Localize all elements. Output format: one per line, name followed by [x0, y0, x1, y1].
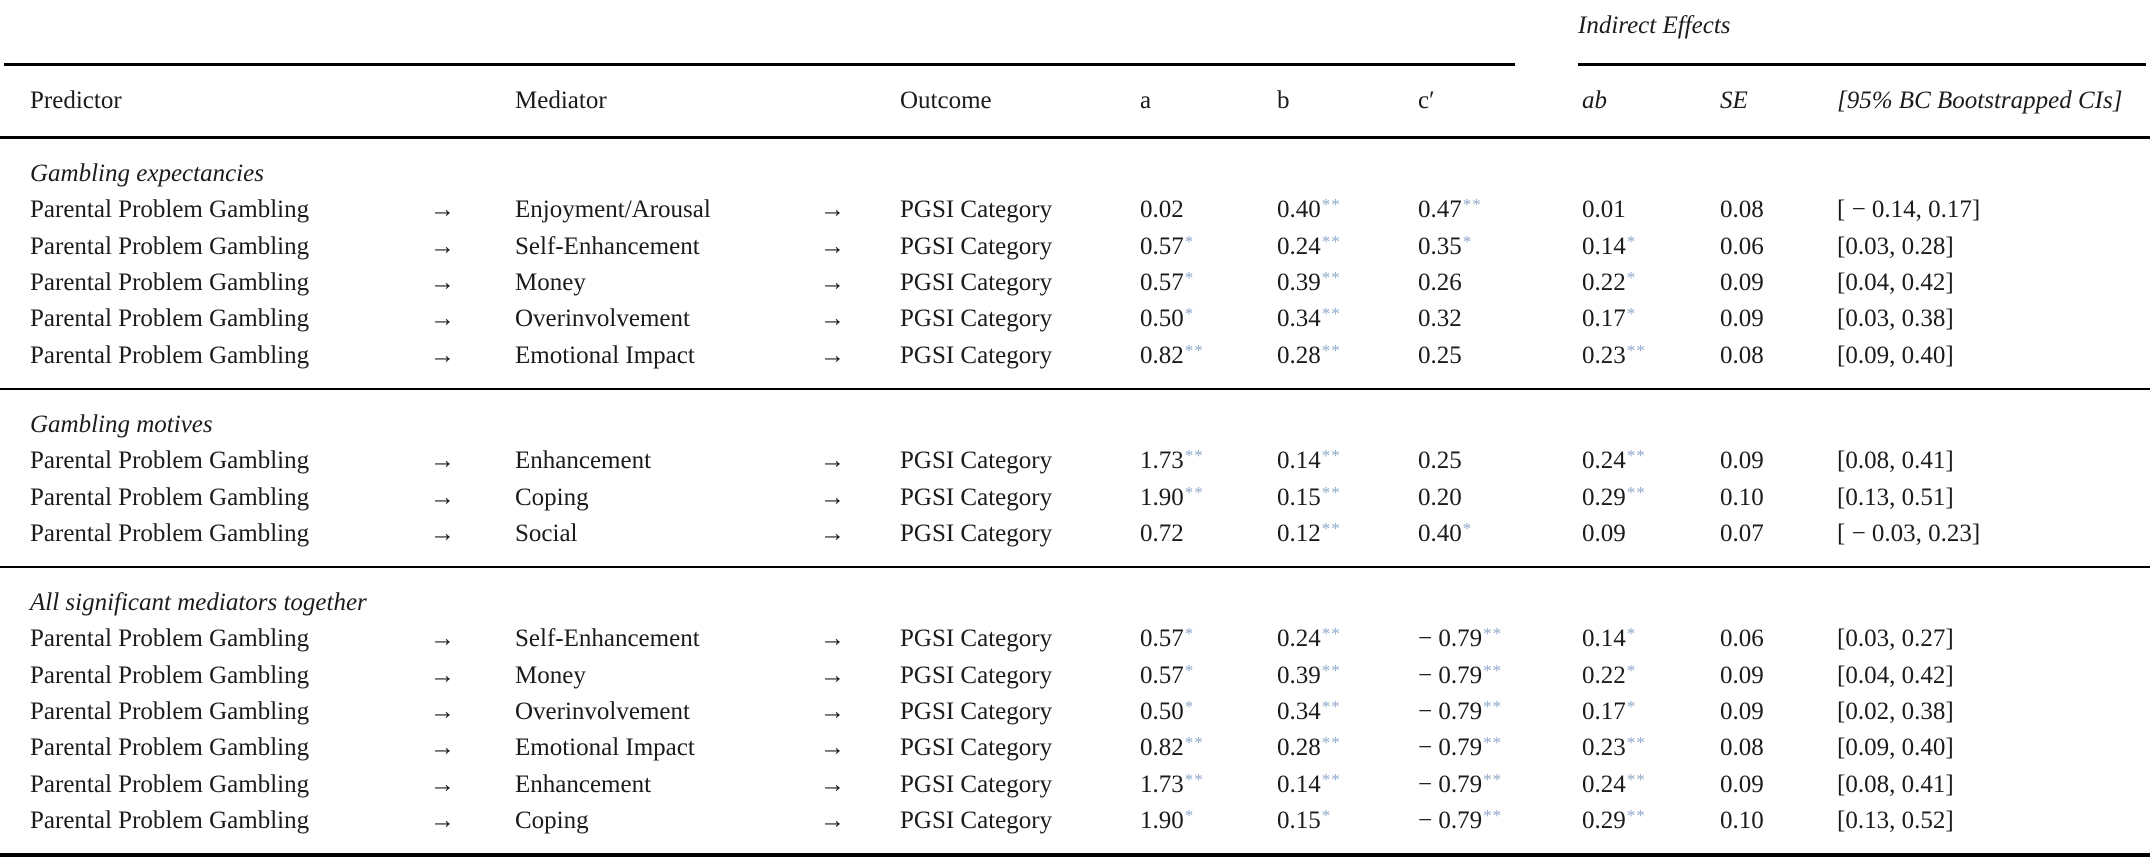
ab-value: 0.14	[1582, 625, 1626, 653]
significance-stars: *	[1184, 697, 1195, 717]
col-header-mediator: Mediator	[515, 87, 607, 114]
c-prime-value: 0.26	[1418, 268, 1462, 296]
col-header-c-prime: c′	[1418, 87, 1435, 114]
significance-stars: **	[1184, 769, 1204, 789]
table-row	[0, 621, 2150, 657]
right-arrow-icon: →	[820, 519, 845, 547]
table-section	[0, 568, 2150, 853]
col-header-ab: ab	[1582, 87, 1607, 114]
right-arrow-icon: →	[820, 232, 845, 260]
ab-indirect-cell	[1582, 484, 1720, 512]
significance-stars: *	[1184, 267, 1195, 287]
a-value: 0.57	[1140, 268, 1184, 296]
ab-indirect-cell	[1582, 625, 1720, 653]
bottom-rule	[0, 853, 2150, 857]
section-title: All significant mediators together	[30, 589, 367, 617]
right-arrow-icon: →	[820, 734, 845, 762]
c-prime-value: − 0.79	[1418, 807, 1483, 835]
b-value: 0.12	[1277, 519, 1321, 547]
b-value: 0.14	[1277, 447, 1321, 475]
right-arrow-icon: →	[820, 625, 845, 653]
outcome-cell: PGSI Category	[900, 341, 1053, 369]
mediator-cell: Emotional Impact	[515, 341, 695, 369]
significance-stars: *	[1184, 231, 1195, 251]
b-value: 0.40	[1277, 196, 1321, 224]
right-arrow-icon: →	[820, 483, 845, 511]
significance-stars: **	[1483, 697, 1503, 717]
table-row	[0, 443, 2150, 479]
confidence-interval-cell: [0.03, 0.38]	[1837, 305, 1954, 333]
c-prime-value: 0.25	[1418, 341, 1462, 369]
right-arrow-icon: →	[820, 807, 845, 835]
significance-stars: **	[1321, 482, 1341, 502]
predictor-cell: Parental Problem Gambling	[30, 305, 310, 333]
significance-stars: *	[1184, 806, 1195, 826]
section-title: Gambling motives	[30, 410, 213, 438]
significance-stars: **	[1184, 446, 1204, 466]
predictor-cell: Parental Problem Gambling	[30, 807, 310, 835]
right-arrow-icon: →	[430, 770, 455, 798]
right-arrow-icon: →	[820, 341, 845, 369]
ab-value: 0.24	[1582, 770, 1626, 798]
significance-stars: **	[1321, 518, 1341, 538]
c-prime-value: 0.47	[1418, 196, 1462, 224]
b-path-cell	[1277, 734, 1418, 762]
table-row	[0, 516, 2150, 552]
significance-stars: **	[1483, 769, 1503, 789]
predictor-cell: Parental Problem Gambling	[30, 661, 310, 689]
b-value: 0.28	[1277, 341, 1321, 369]
ab-value: 0.29	[1582, 483, 1626, 511]
col-header-outcome: Outcome	[900, 87, 992, 114]
outcome-cell: PGSI Category	[900, 770, 1053, 798]
table-row	[0, 730, 2150, 766]
c-prime-value: − 0.79	[1418, 625, 1483, 653]
significance-stars: **	[1626, 446, 1646, 466]
mediator-cell: Coping	[515, 483, 589, 511]
section-rows	[0, 443, 2150, 552]
predictor-cell: Parental Problem Gambling	[30, 698, 310, 726]
a-value: 1.90	[1140, 483, 1184, 511]
a-value: 0.57	[1140, 232, 1184, 260]
predictor-cell: Parental Problem Gambling	[30, 232, 310, 260]
right-arrow-icon: →	[430, 519, 455, 547]
ab-value: 0.23	[1582, 734, 1626, 762]
ab-indirect-cell	[1582, 196, 1720, 224]
c-prime-value: 0.20	[1418, 483, 1462, 511]
table-row	[0, 479, 2150, 515]
b-value: 0.28	[1277, 734, 1321, 762]
significance-stars: **	[1321, 733, 1341, 753]
significance-stars: *	[1626, 267, 1637, 287]
significance-stars: **	[1483, 733, 1503, 753]
predictor-cell: Parental Problem Gambling	[30, 268, 310, 296]
b-path-cell	[1277, 269, 1418, 297]
section-rows	[0, 192, 2150, 374]
b-value: 0.15	[1277, 807, 1321, 835]
b-path-cell	[1277, 196, 1418, 224]
significance-stars: *	[1626, 231, 1637, 251]
significance-stars: *	[1626, 304, 1637, 324]
confidence-interval-cell: [0.08, 0.41]	[1837, 447, 1954, 475]
se-cell: 0.08	[1720, 196, 1764, 224]
b-path-cell	[1277, 233, 1418, 261]
a-path-cell	[1140, 771, 1277, 799]
se-cell: 0.09	[1720, 447, 1764, 475]
ab-indirect-cell	[1582, 342, 1720, 370]
significance-stars: *	[1184, 660, 1195, 680]
right-arrow-icon: →	[820, 305, 845, 333]
c-prime-path-cell	[1418, 698, 1582, 726]
c-prime-path-cell	[1418, 520, 1582, 548]
significance-stars: **	[1321, 267, 1341, 287]
c-prime-value: 0.35	[1418, 232, 1462, 260]
b-path-cell	[1277, 625, 1418, 653]
se-cell: 0.09	[1720, 661, 1764, 689]
ab-value: 0.23	[1582, 341, 1626, 369]
significance-stars: *	[1626, 697, 1637, 717]
se-cell: 0.09	[1720, 770, 1764, 798]
c-prime-path-cell	[1418, 342, 1582, 370]
a-path-cell	[1140, 305, 1277, 333]
significance-stars: **	[1321, 624, 1341, 644]
ab-value: 0.29	[1582, 807, 1626, 835]
c-prime-value: 0.25	[1418, 447, 1462, 475]
a-path-cell	[1140, 734, 1277, 762]
a-value: 0.72	[1140, 519, 1184, 547]
significance-stars: **	[1321, 231, 1341, 251]
se-cell: 0.08	[1720, 341, 1764, 369]
b-path-cell	[1277, 698, 1418, 726]
ab-value: 0.22	[1582, 268, 1626, 296]
a-path-cell	[1140, 484, 1277, 512]
confidence-interval-cell: [0.13, 0.52]	[1837, 807, 1954, 835]
c-prime-value: 0.32	[1418, 305, 1462, 333]
right-arrow-icon: →	[430, 232, 455, 260]
se-cell: 0.09	[1720, 305, 1764, 333]
mediator-cell: Social	[515, 519, 578, 547]
right-arrow-icon: →	[430, 305, 455, 333]
right-arrow-icon: →	[430, 661, 455, 689]
confidence-interval-cell: [0.02, 0.38]	[1837, 698, 1954, 726]
confidence-interval-cell: [0.09, 0.40]	[1837, 734, 1954, 762]
right-arrow-icon: →	[820, 698, 845, 726]
significance-stars: **	[1483, 806, 1503, 826]
right-arrow-icon: →	[430, 734, 455, 762]
ab-indirect-cell	[1582, 269, 1720, 297]
c-prime-path-cell	[1418, 305, 1582, 333]
mediator-cell: Overinvolvement	[515, 305, 690, 333]
outcome-cell: PGSI Category	[900, 519, 1053, 547]
significance-stars: *	[1626, 624, 1637, 644]
c-prime-path-cell	[1418, 771, 1582, 799]
predictor-cell: Parental Problem Gambling	[30, 196, 310, 224]
b-value: 0.14	[1277, 770, 1321, 798]
ab-value: 0.01	[1582, 196, 1626, 224]
ab-indirect-cell	[1582, 807, 1720, 835]
right-arrow-icon: →	[430, 196, 455, 224]
c-prime-path-cell	[1418, 807, 1582, 835]
c-prime-path-cell	[1418, 233, 1582, 261]
table-row	[0, 658, 2150, 694]
right-arrow-icon: →	[430, 268, 455, 296]
significance-stars: *	[1184, 624, 1195, 644]
mediator-cell: Emotional Impact	[515, 734, 695, 762]
ab-indirect-cell	[1582, 662, 1720, 690]
b-path-cell	[1277, 484, 1418, 512]
se-cell: 0.09	[1720, 698, 1764, 726]
ab-indirect-cell	[1582, 233, 1720, 261]
c-prime-path-cell	[1418, 625, 1582, 653]
a-path-cell	[1140, 447, 1277, 475]
se-cell: 0.10	[1720, 483, 1764, 511]
mediator-cell: Coping	[515, 807, 589, 835]
right-arrow-icon: →	[430, 625, 455, 653]
se-cell: 0.07	[1720, 519, 1764, 547]
significance-stars: **	[1321, 660, 1341, 680]
significance-stars: **	[1462, 195, 1482, 215]
b-value: 0.39	[1277, 268, 1321, 296]
predictor-cell: Parental Problem Gambling	[30, 625, 310, 653]
c-prime-value: − 0.79	[1418, 698, 1483, 726]
right-arrow-icon: →	[430, 341, 455, 369]
a-value: 0.50	[1140, 698, 1184, 726]
mediator-cell: Money	[515, 661, 586, 689]
ab-value: 0.24	[1582, 447, 1626, 475]
significance-stars: *	[1321, 806, 1332, 826]
col-header-ci: [95% BC Bootstrapped CIs]	[1837, 87, 2123, 114]
col-header-se: SE	[1720, 87, 1748, 114]
ab-indirect-cell	[1582, 305, 1720, 333]
ab-value: 0.09	[1582, 519, 1626, 547]
confidence-interval-cell: [0.13, 0.51]	[1837, 483, 1954, 511]
outcome-cell: PGSI Category	[900, 807, 1053, 835]
confidence-interval-cell: [ − 0.14, 0.17]	[1837, 196, 1981, 224]
mediator-cell: Enhancement	[515, 770, 652, 798]
confidence-interval-cell: [0.03, 0.27]	[1837, 625, 1954, 653]
se-cell: 0.06	[1720, 232, 1764, 260]
b-path-cell	[1277, 807, 1418, 835]
b-value: 0.15	[1277, 483, 1321, 511]
predictor-cell: Parental Problem Gambling	[30, 770, 310, 798]
a-path-cell	[1140, 520, 1277, 548]
a-path-cell	[1140, 269, 1277, 297]
b-value: 0.24	[1277, 232, 1321, 260]
ab-indirect-cell	[1582, 447, 1720, 475]
a-path-cell	[1140, 625, 1277, 653]
significance-stars: **	[1626, 733, 1646, 753]
significance-stars: **	[1321, 446, 1341, 466]
b-path-cell	[1277, 447, 1418, 475]
mediator-cell: Money	[515, 268, 586, 296]
table-row	[0, 228, 2150, 264]
b-value: 0.24	[1277, 625, 1321, 653]
b-path-cell	[1277, 305, 1418, 333]
c-prime-path-cell	[1418, 196, 1582, 224]
right-arrow-icon: →	[820, 447, 845, 475]
mediator-cell: Overinvolvement	[515, 698, 690, 726]
c-prime-value: 0.40	[1418, 519, 1462, 547]
se-cell: 0.10	[1720, 807, 1764, 835]
a-value: 1.90	[1140, 807, 1184, 835]
outcome-cell: PGSI Category	[900, 734, 1053, 762]
ab-indirect-cell	[1582, 734, 1720, 762]
significance-stars: **	[1483, 624, 1503, 644]
outcome-cell: PGSI Category	[900, 625, 1053, 653]
confidence-interval-cell: [ − 0.03, 0.23]	[1837, 519, 1981, 547]
outcome-cell: PGSI Category	[900, 268, 1053, 296]
section-title: Gambling expectancies	[30, 160, 264, 187]
b-value: 0.34	[1277, 698, 1321, 726]
a-path-cell	[1140, 662, 1277, 690]
c-prime-path-cell	[1418, 662, 1582, 690]
c-prime-path-cell	[1418, 484, 1582, 512]
se-cell: 0.09	[1720, 268, 1764, 296]
mediator-cell: Self-Enhancement	[515, 232, 700, 260]
c-prime-path-cell	[1418, 447, 1582, 475]
outcome-cell: PGSI Category	[900, 447, 1053, 475]
significance-stars: **	[1184, 340, 1204, 360]
mediator-cell: Enhancement	[515, 447, 652, 475]
ab-value: 0.14	[1582, 232, 1626, 260]
outcome-cell: PGSI Category	[900, 232, 1053, 260]
predictor-cell: Parental Problem Gambling	[30, 447, 310, 475]
outcome-cell: PGSI Category	[900, 661, 1053, 689]
table-row	[0, 301, 2150, 337]
mediator-cell: Enjoyment/Arousal	[515, 196, 711, 224]
b-path-cell	[1277, 662, 1418, 690]
se-cell: 0.08	[1720, 734, 1764, 762]
table-row	[0, 767, 2150, 803]
c-prime-path-cell	[1418, 734, 1582, 762]
col-header-a: a	[1140, 87, 1152, 114]
confidence-interval-cell: [0.04, 0.42]	[1837, 268, 1954, 296]
column-header-row	[0, 66, 2150, 136]
a-path-cell	[1140, 233, 1277, 261]
a-value: 0.82	[1140, 341, 1184, 369]
significance-stars: *	[1626, 660, 1637, 680]
significance-stars: **	[1483, 660, 1503, 680]
c-prime-value: − 0.79	[1418, 734, 1483, 762]
predictor-cell: Parental Problem Gambling	[30, 341, 310, 369]
right-arrow-icon: →	[820, 661, 845, 689]
significance-stars: **	[1626, 482, 1646, 502]
outcome-cell: PGSI Category	[900, 483, 1053, 511]
table-body	[0, 139, 2150, 857]
a-path-cell	[1140, 807, 1277, 835]
confidence-interval-cell: [0.08, 0.41]	[1837, 770, 1954, 798]
a-path-cell	[1140, 196, 1277, 224]
significance-stars: *	[1184, 304, 1195, 324]
col-header-b: b	[1277, 87, 1290, 114]
significance-stars: **	[1184, 482, 1204, 502]
a-path-cell	[1140, 698, 1277, 726]
b-path-cell	[1277, 771, 1418, 799]
outcome-cell: PGSI Category	[900, 698, 1053, 726]
significance-stars: *	[1462, 231, 1473, 251]
significance-stars: **	[1626, 806, 1646, 826]
ab-indirect-cell	[1582, 698, 1720, 726]
significance-stars: **	[1321, 304, 1341, 324]
b-path-cell	[1277, 520, 1418, 548]
right-arrow-icon: →	[430, 483, 455, 511]
right-arrow-icon: →	[820, 196, 845, 224]
c-prime-value: − 0.79	[1418, 770, 1483, 798]
indirect-effects-spanner-label: Indirect Effects	[1578, 12, 1731, 39]
b-value: 0.39	[1277, 661, 1321, 689]
a-path-cell	[1140, 342, 1277, 370]
outcome-cell: PGSI Category	[900, 196, 1053, 224]
table-row	[0, 803, 2150, 839]
ab-value: 0.22	[1582, 661, 1626, 689]
table-section	[0, 139, 2150, 388]
right-arrow-icon: →	[820, 268, 845, 296]
a-value: 0.57	[1140, 625, 1184, 653]
predictor-cell: Parental Problem Gambling	[30, 734, 310, 762]
significance-stars: **	[1321, 769, 1341, 789]
se-cell: 0.06	[1720, 625, 1764, 653]
b-path-cell	[1277, 342, 1418, 370]
confidence-interval-cell: [0.04, 0.42]	[1837, 661, 1954, 689]
b-value: 0.34	[1277, 305, 1321, 333]
c-prime-value: − 0.79	[1418, 661, 1483, 689]
table-row	[0, 192, 2150, 228]
outcome-cell: PGSI Category	[900, 305, 1053, 333]
significance-stars: **	[1626, 769, 1646, 789]
predictor-cell: Parental Problem Gambling	[30, 483, 310, 511]
ab-indirect-cell	[1582, 520, 1720, 548]
significance-stars: **	[1321, 697, 1341, 717]
significance-stars: **	[1321, 195, 1341, 215]
table-row	[0, 338, 2150, 374]
ab-indirect-cell	[1582, 771, 1720, 799]
confidence-interval-cell: [0.03, 0.28]	[1837, 232, 1954, 260]
a-value: 1.73	[1140, 770, 1184, 798]
table-row	[0, 694, 2150, 730]
a-value: 0.82	[1140, 734, 1184, 762]
right-arrow-icon: →	[820, 770, 845, 798]
ab-value: 0.17	[1582, 305, 1626, 333]
table-row	[0, 265, 2150, 301]
predictor-cell: Parental Problem Gambling	[30, 519, 310, 547]
confidence-interval-cell: [0.09, 0.40]	[1837, 341, 1954, 369]
a-value: 1.73	[1140, 447, 1184, 475]
right-arrow-icon: →	[430, 698, 455, 726]
section-rows	[0, 621, 2150, 839]
a-value: 0.50	[1140, 305, 1184, 333]
ab-value: 0.17	[1582, 698, 1626, 726]
a-value: 0.02	[1140, 196, 1184, 224]
significance-stars: **	[1321, 340, 1341, 360]
table-section	[0, 390, 2150, 566]
significance-stars: **	[1626, 340, 1646, 360]
c-prime-path-cell	[1418, 269, 1582, 297]
significance-stars: **	[1184, 733, 1204, 753]
mediator-cell: Self-Enhancement	[515, 625, 700, 653]
significance-stars: *	[1462, 518, 1473, 538]
right-arrow-icon: →	[430, 447, 455, 475]
right-arrow-icon: →	[430, 807, 455, 835]
col-header-predictor: Predictor	[30, 87, 122, 114]
a-value: 0.57	[1140, 661, 1184, 689]
